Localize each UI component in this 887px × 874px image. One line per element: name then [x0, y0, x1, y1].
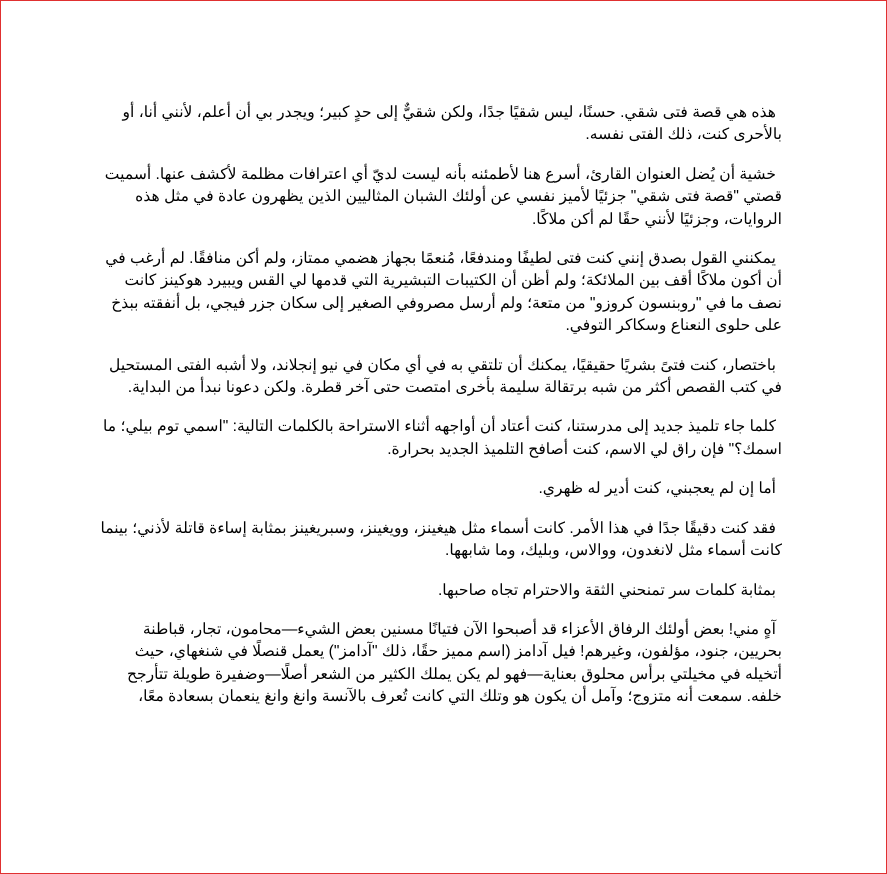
document-body — [100, 102, 782, 726]
paragraph-8: بمثابة كلمات سر تمنحني الثقة والاحترام تجاه صاحبها. — [437, 581, 776, 599]
paragraph-1: هذه هي قصة فتى شقي. حسنًا، ليس شقيًا جدًا، ولكن شقيٌّ إلى حدٍ كبير؛ ويجدر بي أن أعلم، لأنني أنا، أو بالأحرى كنت، ذلك الفتى نفسه. — [122, 104, 782, 144]
paragraph-9: آهٍ مني! بعض أولئك الرفاق الأعزاء قد أصبحوا الآن فتيانًا مسنين بعض الشيء—محامون، تجار، قباطنة بحريين، جنود، مؤلفون، وغيرهم! فيل آدامز (اسم مميز حقًا، ذلك "آدامز") يعمل قنصلًا في شنغهاي، حيث أتخيله في مخيلتي برأس محلوق بعناية—فهو لم يكن يملك الكثير من الشعر أصلًا—وضفيرة طويلة تتأرجح خلفه. سمعت أنه متزوج؛ وآمل أن يكون هو وتلك التي كانت تُعرف بالآنسة وانغ وانغ ينعمان بسعادة معًا، — [126, 620, 782, 706]
paragraph-7: فقد كنت دقيقًا جدًا في هذا الأمر. كانت أسماء مثل هيغينز، وويغينز، وسبريغينز بمثابة إساءة قاتلة لأذني؛ بينما كانت أسماء مثل لانغدون، ووالاس، وبليك، وما شابهها. — [100, 519, 782, 560]
paragraph-4: باختصار، كنت فتىً بشريًا حقيقيًا، يمكنك أن تلتقي به في أي مكان في نيو إنجلاند، ولا أشبه الفتى المستحيل في كتب القصص أكثر من شبه برتقالة سليمة بأخرى امتصت حتى آخر قطرة. ولكن دعونا نبدأ من البداية. — [109, 356, 782, 397]
paragraph-2: خشية أن يُضل العنوان القارئ، أسرع هنا لأطمئنه بأنه ليست لديّ أي اعترافات مظلمة لأكشف عنها. أسميت قصتي "قصة فتى شقي" جزئيًا لأميز نفسي عن أولئك الشبان المثاليين الذين يظهرون عادة في مثل هذه الروايات، وجزئيًا لأنني حقًا لم أكن ملاكًا. — [104, 165, 782, 228]
paragraph-3: يمكنني القول بصدق إنني كنت فتى لطيفًا ومندفعًا، مُنعمًا بجهاز هضمي ممتاز، ولم أكن منافقًا. لم أرغب في أن أكون ملاكًا أقف بين الملائكة؛ ولم أظن أن الكتيبات التبشيرية التي قدمها لي القس ويبيرد هوكينز كانت نصف ما في "روبنسون كروزو" من متعة؛ ولم أرسل مصروفي الصغير إلى سكان جزر فيجي، بل أنفقته ببذخ على حلوى النعناع وسكاكر التوفي. — [105, 250, 782, 335]
paragraph-5: كلما جاء تلميذ جديد إلى مدرستنا، كنت أعتاد أن أواجهه أثناء الاستراحة بالكلمات التالية: "اسمي توم بيلي؛ ما اسمك؟" فإن راق لي الاسم، كنت أصافح التلميذ الجديد بحرارة. — [103, 418, 782, 458]
paragraph-6: أما إن لم يعجبني، كنت أدير له ظهري. — [538, 480, 776, 498]
